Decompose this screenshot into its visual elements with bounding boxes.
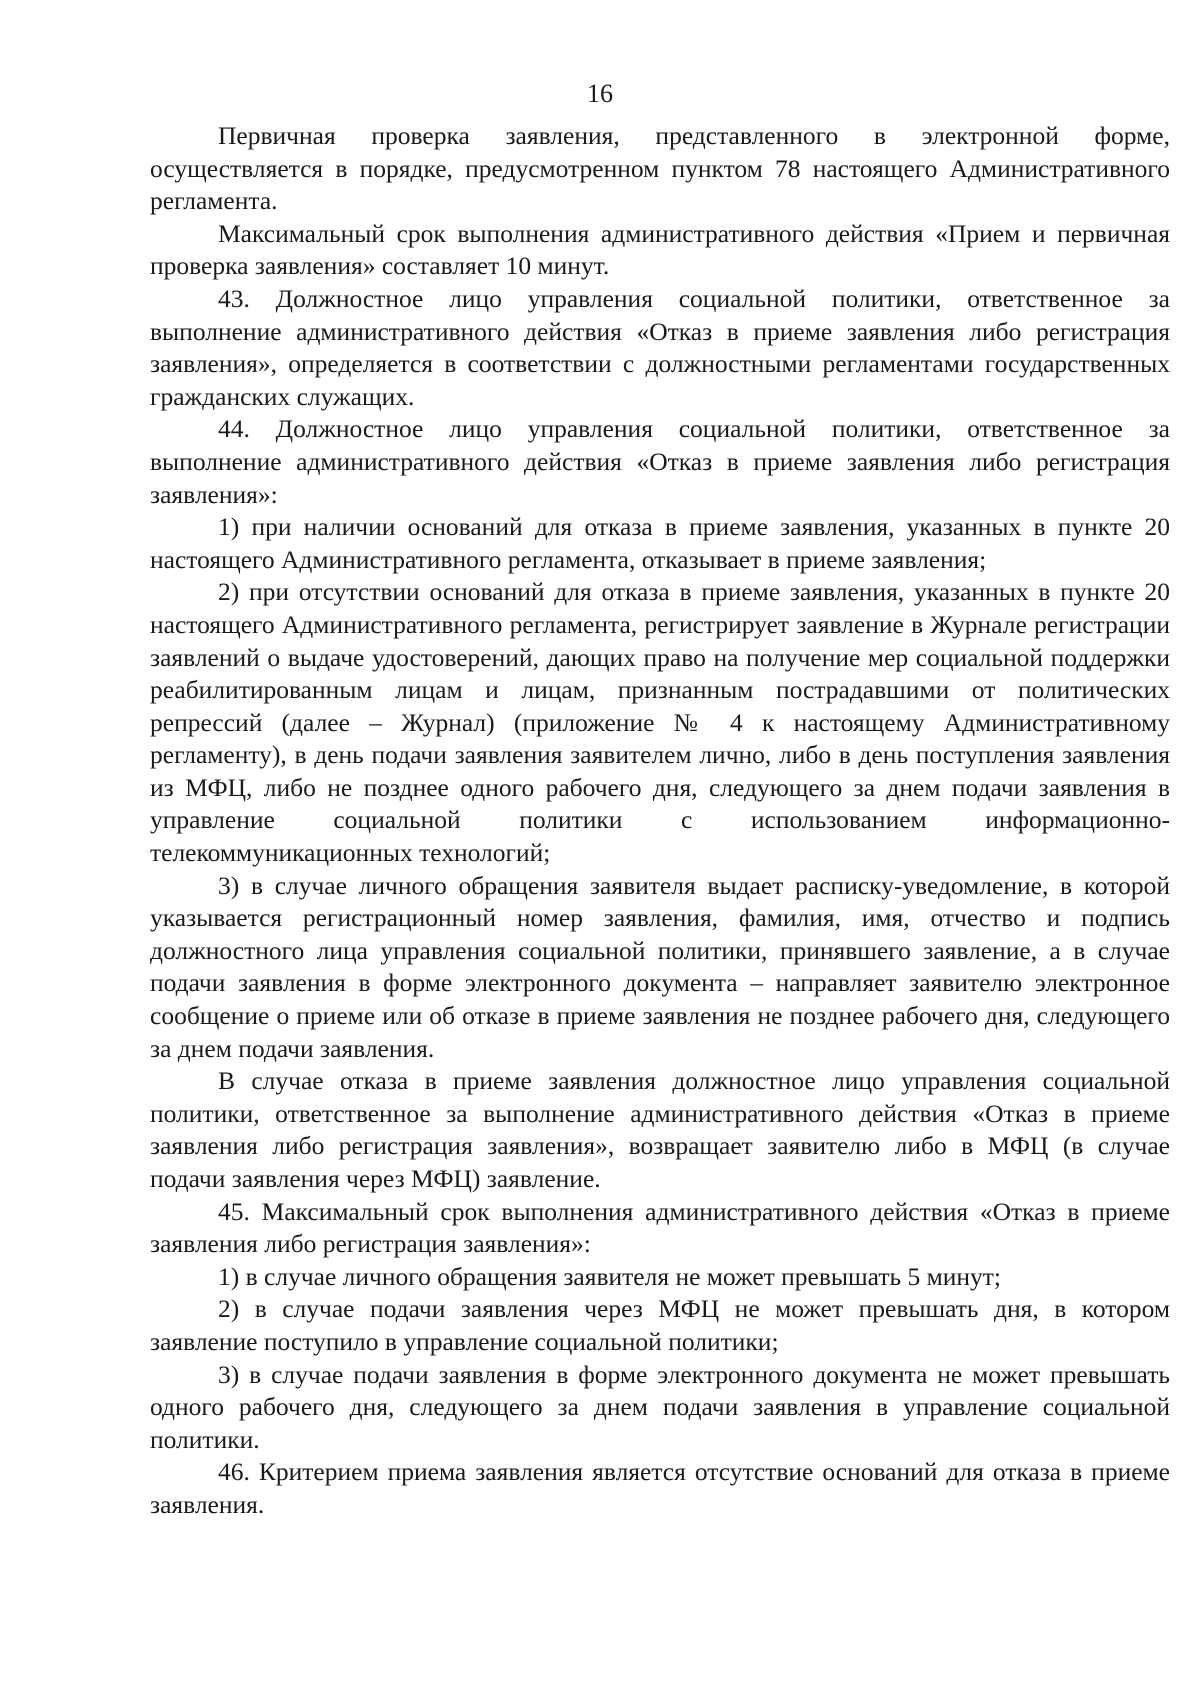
paragraph-item-45-3: 3) в случае подачи заявления в форме электронного документа не может превышать одного рабочего дня, следующего за днем подачи заявления в управление социальной политики. [150, 1359, 1170, 1454]
paragraph-item-45-2: 2) в случае подачи заявления через МФЦ не может превышать дня, в котором заявление поступило в управление социальной политики; [150, 1294, 1170, 1356]
paragraph-refusal-return: В случае отказа в приеме заявления должностное лицо управления социальной политики, ответственное за выполнение административного действия «Отказ в приеме заявления либо регистрация заявления», возвращает заявителю либо в МФЦ (в случае подачи заявления через МФЦ) заявление. [150, 1066, 1170, 1193]
paragraph-item-44-2: 2) при отсутствии оснований для отказа в приеме заявления, указанных в пункте 20 настоящего Административного регламента, регистрирует заявление в Журнале регистрации заявлений о выдаче удостоверений, дающих право на получение мер социальной поддержки реабилитированным лицам и лицам, признанным пострадавшими от политических репрессий (далее – Журнал) (приложение № 4 к настоящему Административному регламенту), в день подачи заявления заявителем лично, либо в день поступления заявления из МФЦ, либо не позднее одного рабочего дня, следующего за днем подачи заявления в управление социальной политики с использованием информационно-телекоммуникационных технологий; [150, 577, 1170, 868]
paragraph-item-44-3: 3) в случае личного обращения заявителя выдает расписку-уведомление, в которой указывается регистрационный номер заявления, фамилия, имя, отчество и подпись должностного лица управления социальной политики, принявшего заявление, а в случае подачи заявления в форме электронного документа – направляет заявителю электронное сообщение о приеме или об отказе в приеме заявления не позднее рабочего дня, следующего за днем подачи заявления. [150, 870, 1170, 1063]
paragraph-item-44: 44. Должностное лицо управления социальной политики, ответственное за выполнение административного действия «Отказ в приеме заявления либо регистрация заявления»: [150, 414, 1170, 509]
paragraph-item-45-1: 1) в случае личного обращения заявителя не может превышать 5 минут; [218, 1261, 1002, 1291]
paragraph-item-44-1: 1) при наличии оснований для отказа в приеме заявления, указанных в пункте 20 настоящего Административного регламента, отказывает в приеме заявления; [150, 512, 1170, 574]
paragraph-max-term-reception: Максимальный срок выполнения административного действия «Прием и первичная проверка заявления» составляет 10 минут. [150, 218, 1170, 281]
document-body [150, 120, 1170, 1522]
page-number: 16 [587, 79, 613, 108]
paragraph-item-46: 46. Критерием приема заявления является отсутствие оснований для отказа в приеме заявления. [150, 1457, 1170, 1519]
paragraph-item-43: 43. Должностное лицо управления социальной политики, ответственное за выполнение административного действия «Отказ в приеме заявления либо регистрация заявления», определяется в соответствии с должностными регламентами государственных гражданских служащих. [150, 283, 1170, 411]
paragraph-primary-check: Первичная проверка заявления, представленного в электронной форме, осуществляется в порядке, предусмотренном пунктом 78 настоящего Административного регламента. [150, 121, 1170, 216]
paragraph-item-45: 45. Максимальный срок выполнения административного действия «Отказ в приеме заявления либо регистрация заявления»: [150, 1196, 1170, 1259]
